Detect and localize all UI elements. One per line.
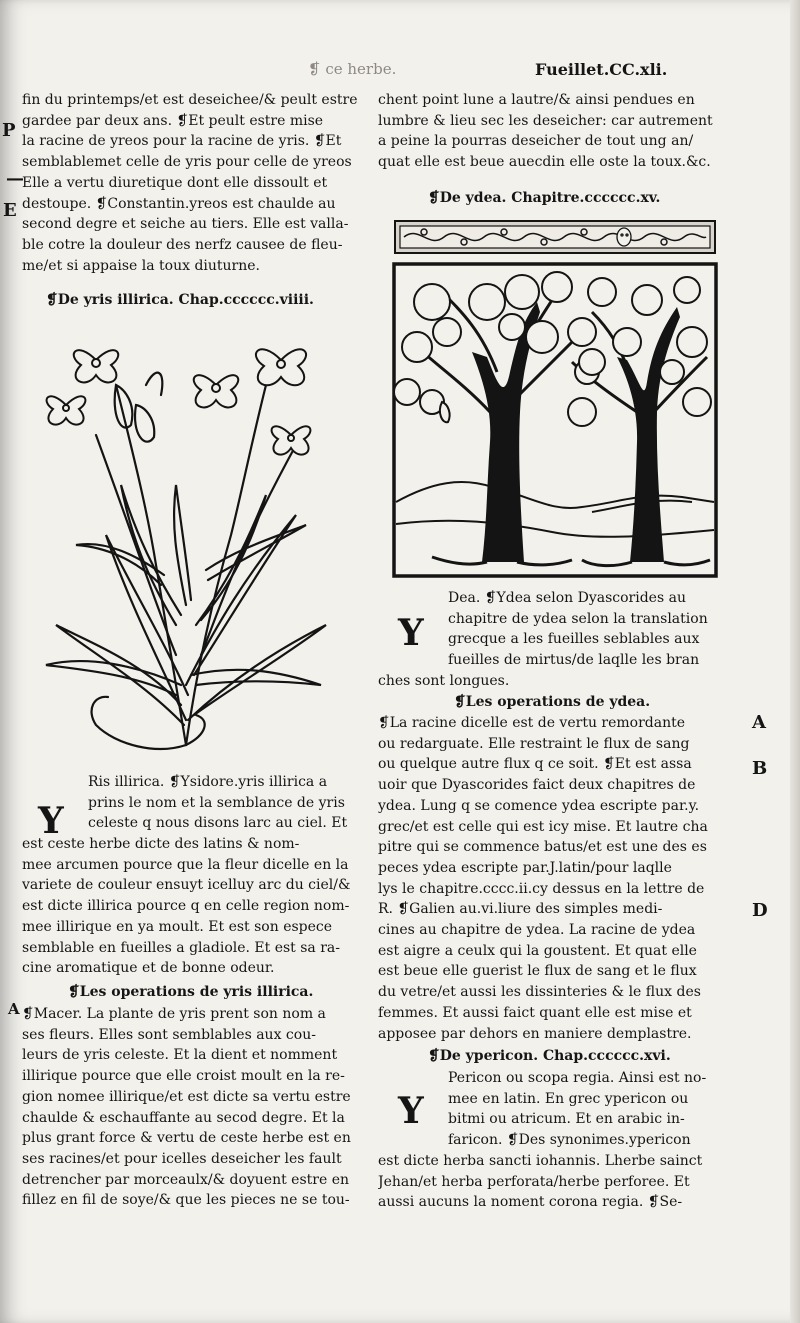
folio-number: Fueillet.CC.xli. xyxy=(535,60,668,79)
page-edge-shadow xyxy=(790,0,800,1323)
text-line: Dea. ❡Ydea selon Dyascorides au xyxy=(448,590,686,606)
right-column-top-text xyxy=(378,90,723,173)
text-line: leurs de yris celeste. Et la dient et nomment xyxy=(22,1047,338,1064)
text-line: R. ❡Galien au.vi.liure des simples medi- xyxy=(378,901,663,918)
text-line: ❡La racine dicelle est de vertu remordante xyxy=(378,715,686,731)
text-line: ses fleurs. Elles sont semblables aux cou- xyxy=(22,1026,316,1043)
text-line: ou redarguate. Elle restraint le flux de sang xyxy=(378,735,690,752)
text-line: uoir que Dyascorides faict deux chapitres de xyxy=(378,777,696,794)
text-line: illirique pource que elle croist moult en la re- xyxy=(22,1068,345,1085)
text-line: aussi aucuns la noment corona regia. ❡Se- xyxy=(378,1194,683,1211)
text-line: cines au chapitre de ydea. La racine de ydea xyxy=(378,922,696,939)
text-line: femmes. Et aussi faict quant elle est mise et xyxy=(378,1004,692,1021)
text-line: gion nomee illirique/et est dicte sa vertu estre xyxy=(22,1088,351,1105)
drop-capital-y: Y xyxy=(38,800,64,842)
text-line: gardee par deux ans. ❡Et peult estre mise xyxy=(22,112,324,129)
margin-mark-dash: — xyxy=(6,168,24,189)
text-line: faricon. ❡Des synonimes.ypericon xyxy=(448,1132,691,1149)
text-line: est beue elle guerist le flux de sang et le flux xyxy=(378,963,697,980)
text-line: prins le nom et la semblance de yris xyxy=(88,794,345,811)
text-line: a peine la pourras deseicher de tout ung an/ xyxy=(378,133,694,150)
text-line: semblablemet celle de yris pour celle de yreos xyxy=(22,154,352,171)
text-line: lys le chapitre.cccc.ii.cy dessus en la lettre de xyxy=(378,880,705,897)
text-line: ydea. Lung q se comence ydea escripte par.y. xyxy=(378,797,700,814)
text-line: est aigre a ceulx qui la goustent. Et quat elle xyxy=(378,942,697,959)
yris-illirica-intro-text xyxy=(22,834,360,979)
text-line: est ceste herbe dicte des latins & nom- xyxy=(22,836,300,852)
text-line: est dicte illirica pource q en celle region nom- xyxy=(22,898,350,915)
iris-woodcut-illustration xyxy=(36,325,336,765)
text-line: quat elle est beue auecdin elle oste la toux.&c. xyxy=(378,154,711,171)
section-heading-operations-ydea: ❡Les operations de ydea. xyxy=(454,694,651,710)
text-line: est dicte herba sancti iohannis. Lherbe sainct xyxy=(378,1153,703,1169)
text-line: cine aromatique et de bonne odeur. xyxy=(22,960,275,977)
text-line: ou quelque autre flux q ce soit. ❡Et est assa xyxy=(378,756,692,773)
ydea-trees-woodcut-illustration xyxy=(392,262,718,578)
ypericon-text xyxy=(378,1151,723,1213)
text-line: fueilles de mirtus/de laqlle les bran xyxy=(448,652,700,669)
text-line: bitmi ou atricum. Et en arabic in- xyxy=(448,1111,685,1128)
text-line: plus grant force & vertu de ceste herbe est en xyxy=(22,1130,351,1147)
chapter-heading-ydea: ❡De ydea. Chapitre.cccccc.xv. xyxy=(428,190,661,206)
text-line: grec/et est celle qui est icy mise. Et lautre cha xyxy=(378,818,708,835)
ydea-operations-text xyxy=(378,713,723,1044)
running-header-left: ❡ ce herbe. xyxy=(308,60,397,78)
text-line: mee en latin. En grec ypericon ou xyxy=(448,1090,689,1107)
text-line: la racine de yreos pour la racine de yris. ❡Et xyxy=(22,133,342,150)
yris-operations-text xyxy=(22,1004,360,1211)
chapter-heading-yris-illirica: ❡De yris illirica. Chap.cccccc.viiii. xyxy=(46,292,314,308)
text-line: fillez en fil de soye/& que les pieces ne se tou- xyxy=(22,1192,350,1209)
yris-illirica-intro-first-line xyxy=(88,772,360,834)
text-line: ches sont longues. xyxy=(378,673,510,689)
text-line: du vetre/et aussi les dissinteries & le flux des xyxy=(378,984,701,1001)
margin-mark-a-right: A xyxy=(752,712,766,733)
margin-mark-e: E xyxy=(3,200,17,221)
text-line: celeste q nous disons larc au ciel. Et xyxy=(88,815,348,832)
margin-mark-a: A xyxy=(8,1000,20,1018)
margin-mark-d-right: D xyxy=(752,900,768,921)
text-line: second degre et seiche au tiers. Elle est valla- xyxy=(22,216,349,233)
text-line: Ris illirica. ❡Ysidore.yris illirica a xyxy=(88,774,328,790)
text-line: peces ydea escripte par.J.latin/pour laqlle xyxy=(378,859,672,876)
text-line: mee illirique en ya moult. Et est son espece xyxy=(22,918,333,935)
text-line: ses racines/et pour icelles deseicher les fault xyxy=(22,1150,342,1167)
section-heading-operations-yris: ❡Les operations de yris illirica. xyxy=(68,984,314,1000)
ydea-intro-last-line xyxy=(378,671,723,692)
text-line: mee arcumen pource que la fleur dicelle en la xyxy=(22,856,349,873)
text-line: grecque a les fueilles seblables aux xyxy=(448,631,700,648)
text-line: semblable en fueilles a gladiole. Et est sa ra- xyxy=(22,939,341,956)
ornamental-border-band xyxy=(394,220,716,254)
text-line: chaulde & eschauffante au secod degre. Et la xyxy=(22,1109,345,1126)
text-line: detrencher par morceaulx/& doyuent estre en xyxy=(22,1171,350,1188)
text-line: pitre qui se commence batus/et est une des es xyxy=(378,839,707,856)
text-line: Jehan/et herba perforata/herbe perforee. Et xyxy=(378,1173,690,1190)
text-line: chapitre de ydea selon la translation xyxy=(448,610,708,627)
text-line: chent point lune a lautre/& ainsi pendues en xyxy=(378,92,695,108)
text-line: ❡Macer. La plante de yris prent son nom a xyxy=(22,1006,326,1022)
margin-mark-b-right: B xyxy=(752,758,768,779)
text-line: ble cotre la douleur des nerfz causee de fleu- xyxy=(22,236,343,253)
text-line: me/et si appaise la toux diuturne. xyxy=(22,257,260,274)
ydea-intro-text xyxy=(448,588,733,671)
margin-mark-p: P xyxy=(2,120,16,141)
text-line: apposee par dehors en maniere demplastre. xyxy=(378,1025,692,1042)
ypericon-intro-text xyxy=(448,1068,733,1151)
text-line: destoupe. ❡Constantin.yreos est chaulde au xyxy=(22,195,336,212)
text-line: fin du printemps/et est deseichee/& peult estre xyxy=(22,92,358,108)
text-line: lumbre & lieu sec les deseicher: car autrement xyxy=(378,112,713,129)
drop-capital-y-ypericon: Y xyxy=(398,1090,424,1132)
text-line: variete de couleur ensuyt icelluy arc du ciel/& xyxy=(22,877,351,894)
chapter-heading-ypericon: ❡De ypericon. Chap.cccccc.xvi. xyxy=(428,1048,671,1064)
drop-capital-y-ydea: Y xyxy=(398,612,424,654)
text-line: Pericon ou scopa regia. Ainsi est no- xyxy=(448,1070,707,1086)
text-line: Elle a vertu diuretique dont elle dissoult et xyxy=(22,174,328,191)
left-column-top-text xyxy=(22,90,360,276)
